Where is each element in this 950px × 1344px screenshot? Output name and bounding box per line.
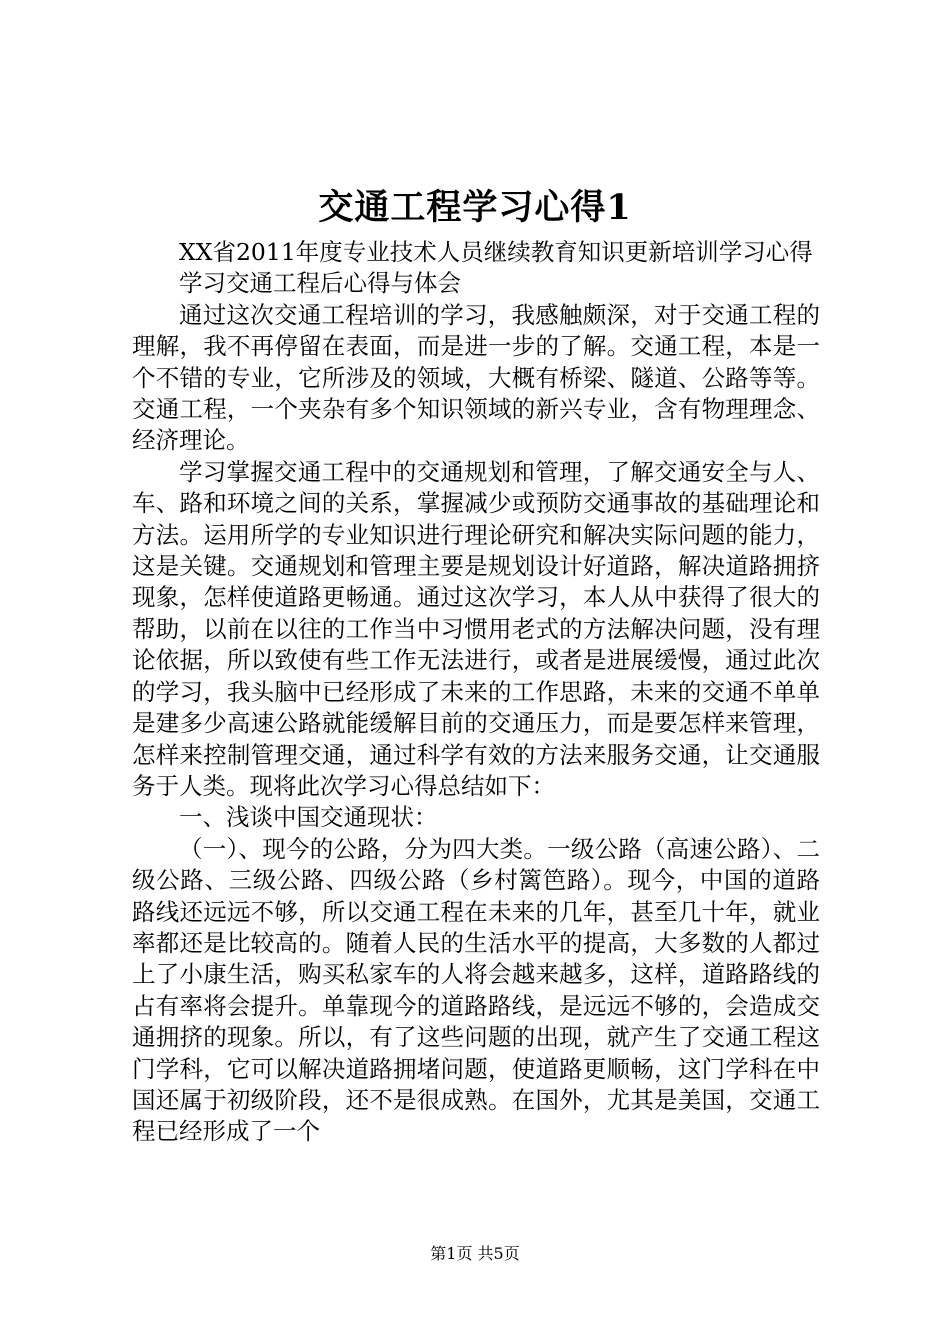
paragraph-highways: （一）、现今的公路，分为四大类。一级公路（高速公路）、二级公路、三级公路、四级公路（乡村篱笆路）。现今，中国的道路路线还远远不够，所以交通工程在未来的几年，甚至几十年，就业率都还是比较高的。随着人民的生活水平的提高，大多数的人都过上了小康生活，购买私家车的人将会越来越多，这样，道路路线的占有率将会提升。单靠现今的道路路线，是远远不够的，会造成交通拥挤的现象。所以，有了这些问题的出现，就产生了交通工程这门学科，它可以解决道路拥堵问题，使道路更顺畅，这门学科在中国还属于初级阶段，还不是很成熟。在国外，尤其是美国，交通工程已经形成了一个: [132, 834, 820, 1146]
paragraph-subtitle: 学习交通工程后心得与体会: [179, 269, 461, 298]
page-footer: 第1页 共5页: [430, 1244, 520, 1263]
document-body: [132, 237, 820, 1148]
paragraph-training-heading: XX省2011年度专业技术人员继续教育知识更新培训学习心得: [179, 238, 813, 266]
paragraph-planning: 学习掌握交通工程中的交通规划和管理，了解交通安全与人、车、路和环境之间的关系，掌握减少或预防交通事故的基础理论和方法。运用所学的专业知识进行理论研究和解决实际问题的能力，这是关键。交通规划和管理主要是规划设计好道路，解决道路拥挤现象，怎样使道路更畅通。通过这次学习，本人从中获得了很大的帮助，以前在以往的工作当中习惯用老式的方法解决问题，没有理论依据，所以致使有些工作无法进行，或者是进展缓慢，通过此次的学习，我头脑中已经形成了未来的工作思路，未来的交通不单单是建多少高速公路就能缓解目前的交通压力，而是要怎样来管理，怎样来控制管理交通，通过科学有效的方法来服务交通，让交通服务于人类。现将此次学习心得总结如下：: [132, 457, 820, 800]
document-title: 交通工程学习心得1: [318, 187, 632, 228]
section-heading-china-traffic: 一、浅谈中国交通现状：: [179, 803, 438, 832]
paragraph-intro: 通过这次交通工程培训的学习，我感触颇深，对于交通工程的理解，我不再停留在表面，而是进一步的了解。交通工程，本是一个不错的专业，它所涉及的领域，大概有桥梁、隧道、公路等等。交通工程，一个夹杂有多个知识领域的新兴专业，含有物理理念、经济理论。: [132, 300, 820, 455]
